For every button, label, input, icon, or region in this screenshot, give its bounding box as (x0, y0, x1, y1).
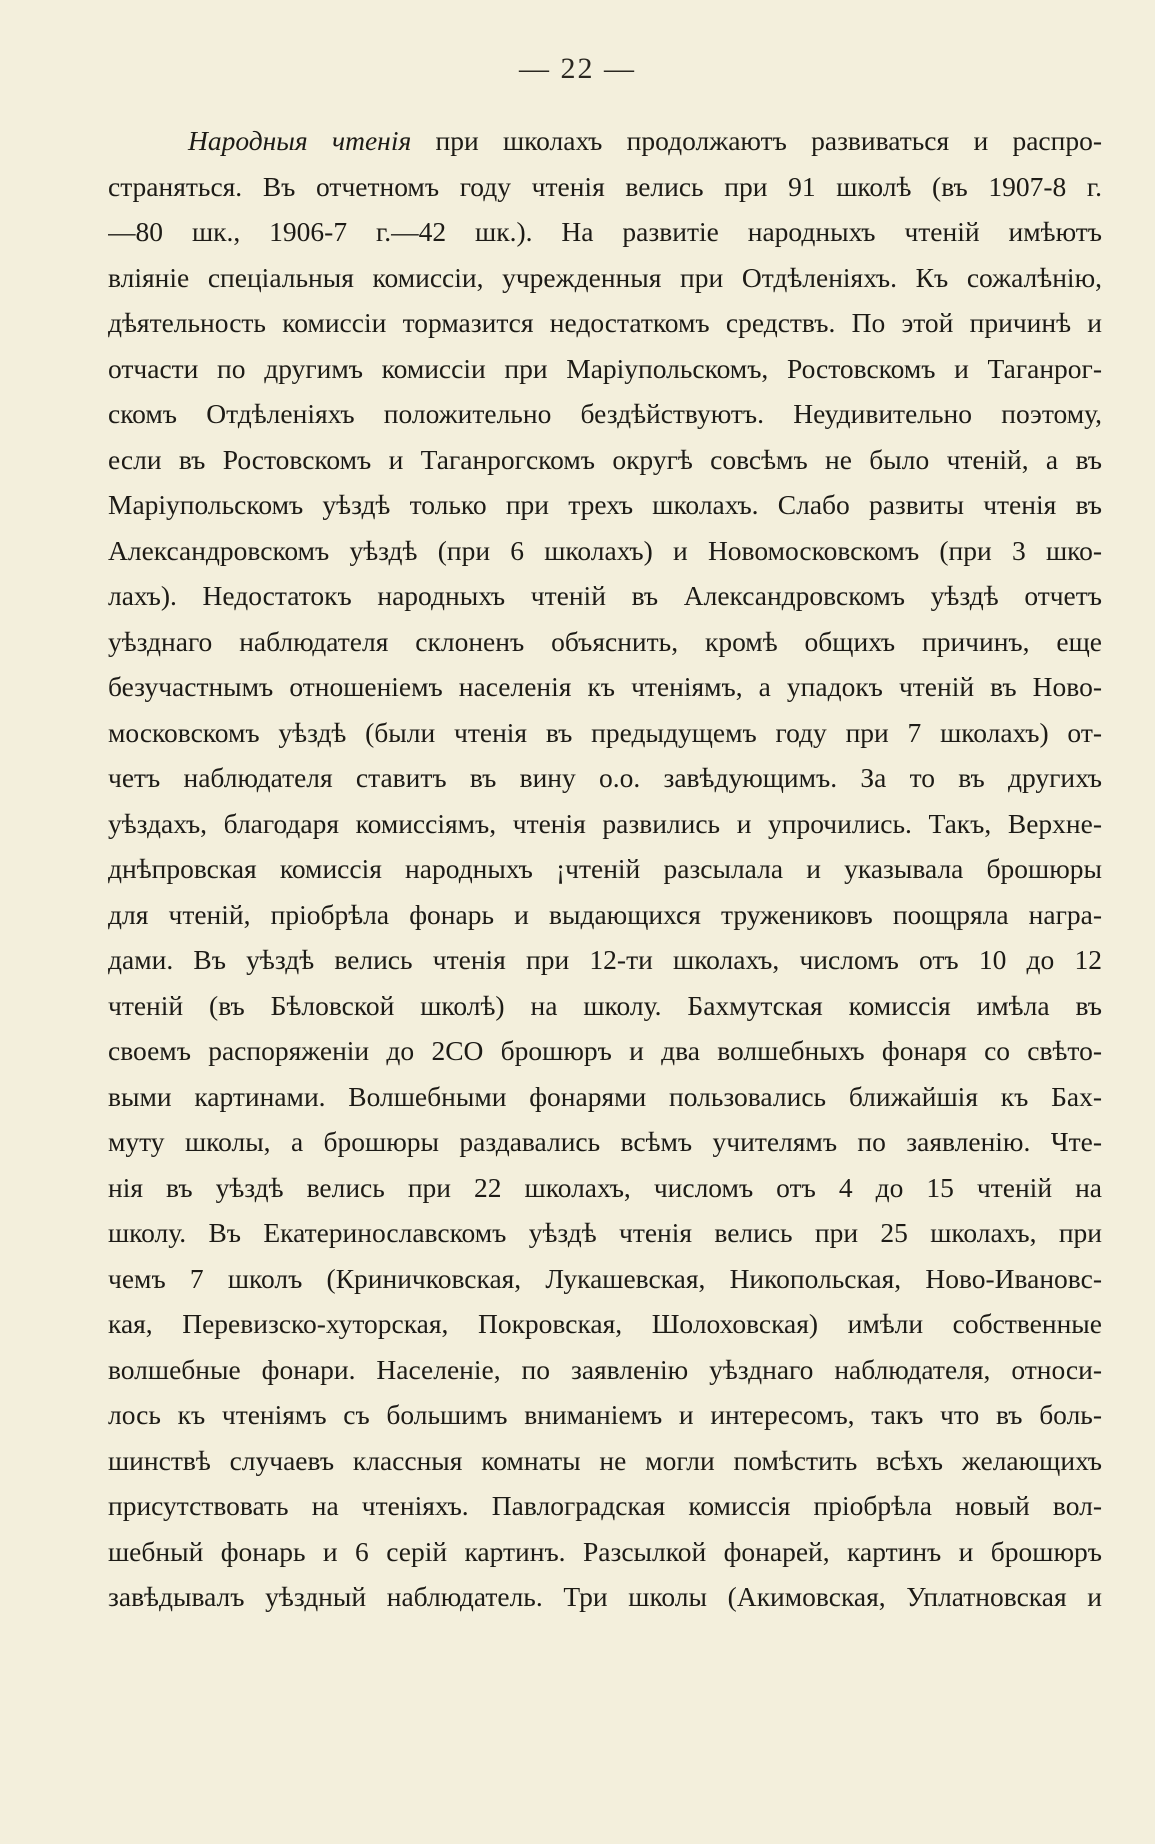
text-line: страняться. Въ отчетномъ году чтенія велись при 91 школѣ (въ 1907-8 г. (108, 170, 1102, 202)
text-line: если въ Ростовскомъ и Таганрогскомъ округѣ совсѣмъ не было чтеній, а въ (108, 443, 1102, 475)
text-line: своемъ распоряженіи до 2СО брошюръ и два волшебныхъ фонаря со свѣто- (108, 1035, 1102, 1066)
text-line: волшебные фонари. Населеніе, по заявленію уѣзднаго наблюдателя, относи- (108, 1353, 1102, 1385)
text-line: уѣзднаго наблюдателя склоненъ объяснить, кромѣ общихъ причинъ, еще (108, 625, 1102, 657)
text-line: безучастнымъ отношеніемъ населенія къ чтеніямъ, а упадокъ чтеній въ Ново- (108, 671, 1102, 702)
text-line: муту школы, а брошюры раздавались всѣмъ учителямъ по заявленію. Чте- (108, 1126, 1102, 1157)
section-heading-inline: Народныя чтенія (188, 125, 412, 156)
body-text (108, 118, 1102, 1620)
text-lines (108, 164, 1102, 1620)
text-line: дѣятельность комиссіи тормазится недостаткомъ средствъ. По этой причинѣ и (108, 307, 1102, 338)
text-line: четъ наблюдателя ставитъ въ вину о.о. завѣдующимъ. За то въ другихъ (108, 762, 1102, 793)
text-line: лось къ чтеніямъ съ большимъ вниманіемъ и интересомъ, такъ что въ боль- (108, 1399, 1102, 1430)
text-line: шебный фонарь и 6 серій картинъ. Разсылкой фонарей, картинъ и брошюръ (108, 1535, 1102, 1567)
text-line (108, 118, 1102, 164)
text-line: скомъ Отдѣленіяхъ положительно бездѣйствуютъ. Неудивительно поэтому, (108, 398, 1102, 429)
text-line: отчасти по другимъ комиссіи при Маріупольскомъ, Ростовскомъ и Таганрог- (108, 352, 1102, 384)
text-line: вліяніе спеціальныя комиссіи, учрежденныя при Отдѣленіяхъ. Къ сожалѣнію, (108, 261, 1102, 293)
text-line: Маріупольскомъ уѣздѣ только при трехъ школахъ. Слабо развиты чтенія въ (108, 489, 1102, 520)
text-line: чемъ 7 школъ (Криничковская, Лукашевская, Никопольская, Ново-Ивановс- (108, 1262, 1102, 1294)
text-line: московскомъ уѣздѣ (были чтенія въ предыдущемъ году при 7 школахъ) от- (108, 716, 1102, 748)
text-line: нія въ уѣздѣ велись при 22 школахъ, числомъ отъ 4 до 15 чтеній на (108, 1171, 1102, 1203)
text-line: —80 шк., 1906-7 г.—42 шк.). На развитіе народныхъ чтеній имѣютъ (108, 216, 1102, 247)
text-line: дами. Въ уѣздѣ велись чтенія при 12-ти школахъ, числомъ отъ 10 до 12 (108, 944, 1102, 975)
text-line: шинствѣ случаевъ классныя комнаты не могли помѣстить всѣхъ желающихъ (108, 1444, 1102, 1476)
page-number: — 22 — (519, 52, 636, 85)
text-line: кая, Перевизско-хуторская, Покровская, Шолоховская) имѣли собственные (108, 1308, 1102, 1339)
text-line: Александровскомъ уѣздѣ (при 6 школахъ) и Новомосковскомъ (при 3 шко- (108, 534, 1102, 566)
text-line: школу. Въ Екатеринославскомъ уѣздѣ чтенія велись при 25 школахъ, при (108, 1217, 1102, 1248)
text-line: присутствовать на чтеніяхъ. Павлоградская комиссія пріобрѣла новый вол- (108, 1490, 1102, 1521)
text-line: для чтеній, пріобрѣла фонарь и выдающихся тружениковъ поощряла награ- (108, 898, 1102, 930)
text-line: уѣздахъ, благодаря комиссіямъ, чтенія развились и упрочились. Такъ, Верхне- (108, 807, 1102, 839)
text-line: завѣдывалъ уѣздный наблюдатель. Три школы (Акимовская, Уплатновская и (108, 1581, 1102, 1612)
text-line: чтеній (въ Бѣловской школѣ) на школу. Бахмутская комиссія имѣла въ (108, 989, 1102, 1021)
text-line-rest: при школахъ продолжаютъ развиваться и распро- (411, 125, 1102, 156)
text-line: выми картинами. Волшебными фонарями пользовались ближайшія къ Бах- (108, 1080, 1102, 1112)
text-line: лахъ). Недостатокъ народныхъ чтеній въ Александровскомъ уѣздѣ отчетъ (108, 580, 1102, 611)
text-line: днѣпровская комиссія народныхъ ¡чтеній разсылала и указывала брошюры (108, 853, 1102, 884)
